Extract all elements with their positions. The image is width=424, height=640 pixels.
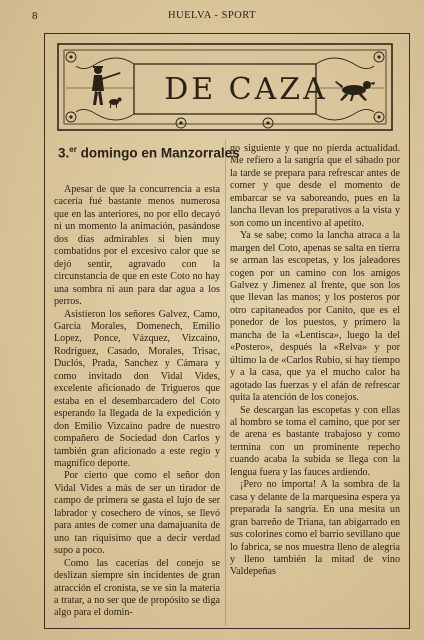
- flower-ornament-icon: [176, 118, 186, 128]
- paragraph: Se descargan las escopetas y con ellas al hombro se toma el camino, que por ser de arena es bastante trabajoso y como termina con un prominente repecho cuando acaba la subida se llega con la lengua fuera y las fauces ardiendo.: [230, 404, 400, 478]
- article-title: [58, 144, 240, 161]
- article-title-number: 3.: [58, 145, 70, 161]
- paragraph: Apesar de que la concurrencia a esta cacería fué bastante menos numerosa que en las anteriores, no por ello decayó ni un momento la animación, pasándose dos días admirables si bien muy combatidos por el excesivo calor que se dejó sentir, agravado con la circunstancia de que en este Coto no hay una sombra ni aun para dar agua a los perros.: [54, 184, 220, 308]
- article-title-ordinal: er: [69, 145, 77, 154]
- running-head: [0, 10, 424, 26]
- paragraph: Ya se sabe; como la lancha atraca a la margen del Coto, apenas se salta en tierra se arman las escopetas, y los jaleadores cogen por un camino con los amigos Galvez y Jimenez al frente, que son los que llevan las manos; y los posteros por otro capitaneados por Canito, que es el ponedor de los puestos, y primero la mancha de la «Lentisca», luego la del «Postero», después la «Relva» y por último la de «Carlos Rubio, si hay tiempo y a la casa, que ya el mucho calor ha agotado las fuerzas y el afán de refrescar quita la atención de los conejos.: [230, 230, 400, 404]
- banner-title: DE CAZA: [164, 72, 328, 107]
- paragraph: Por cierto que como el señor don Vidal Vides a más de ser un tirador de campo de primera se gasta el lujo de ser labrador y cosechero de vinos, se llevó para antes de comer una damajuanita de uno tan riquisimo que a decir verdad supo a poco.: [54, 470, 220, 557]
- flower-ornament-icon: [66, 112, 76, 122]
- section-banner: [56, 42, 394, 134]
- paragraph: go siguiente y que no pierda actualidad. Me refiero a la sangría que el sábado por la tarde se prepara para refrescar antes de comer y que desde el momento de embarcar se va saboreando, pues en la lancha llevan los preparativos a la vista y son como un incentivo al apetito.: [230, 143, 400, 229]
- paragraph: Como las cacerías del conejo se deslizan siempre sin incidentes de gran atracción el cronista, se ve sin la materia a tratar, a no ser que de propósito se diga algo para el domin-: [54, 557, 220, 619]
- right-column-body: [230, 143, 400, 579]
- hunter-with-dog-icon: [92, 66, 122, 108]
- column-divider: [225, 140, 226, 626]
- flower-ornament-icon: [374, 112, 384, 122]
- publication-name: HUELVA - SPORT: [167, 10, 257, 21]
- paragraph: ¡Pero no importa! A la sombra de la casa y delante de la marquesina espera ya preparada la sangría. En una mesita un gran barreño de Triana, tan abigarrado en sus colorines como el barrio sevillano que lo fabrica, se nos muestra lleno de alegria y lleno también la mitad de vino Valdepeñas: [230, 479, 400, 578]
- flower-ornament-icon: [66, 52, 76, 62]
- article-title-text: domingo en Manzorrales: [76, 145, 240, 161]
- page-number: 8: [32, 10, 38, 22]
- paragraph: Asistieron los señores Galvez, Camo, García Morales, Domenech, Emilio Lopez, Ponce, Vázquez, Vizcaino, Rodríguez, Casado, Morales, Trisac, Duclós, Prada, Sanchez y Cámara y como invitado don Vidal Vides, excelente aficionado de Trigueros que estaba en el desembarcadero del Coto esperando la llegada de la expedición y don Emilio Vizcaino padre de nuestro compañero de Sociedad don Carlos y también gran aficionado a este regio y magnífico deporte.: [54, 308, 220, 469]
- running-dog-icon: [335, 81, 375, 101]
- flower-ornament-icon: [263, 118, 273, 128]
- left-column-body: [54, 184, 220, 620]
- flower-ornament-icon: [374, 52, 384, 62]
